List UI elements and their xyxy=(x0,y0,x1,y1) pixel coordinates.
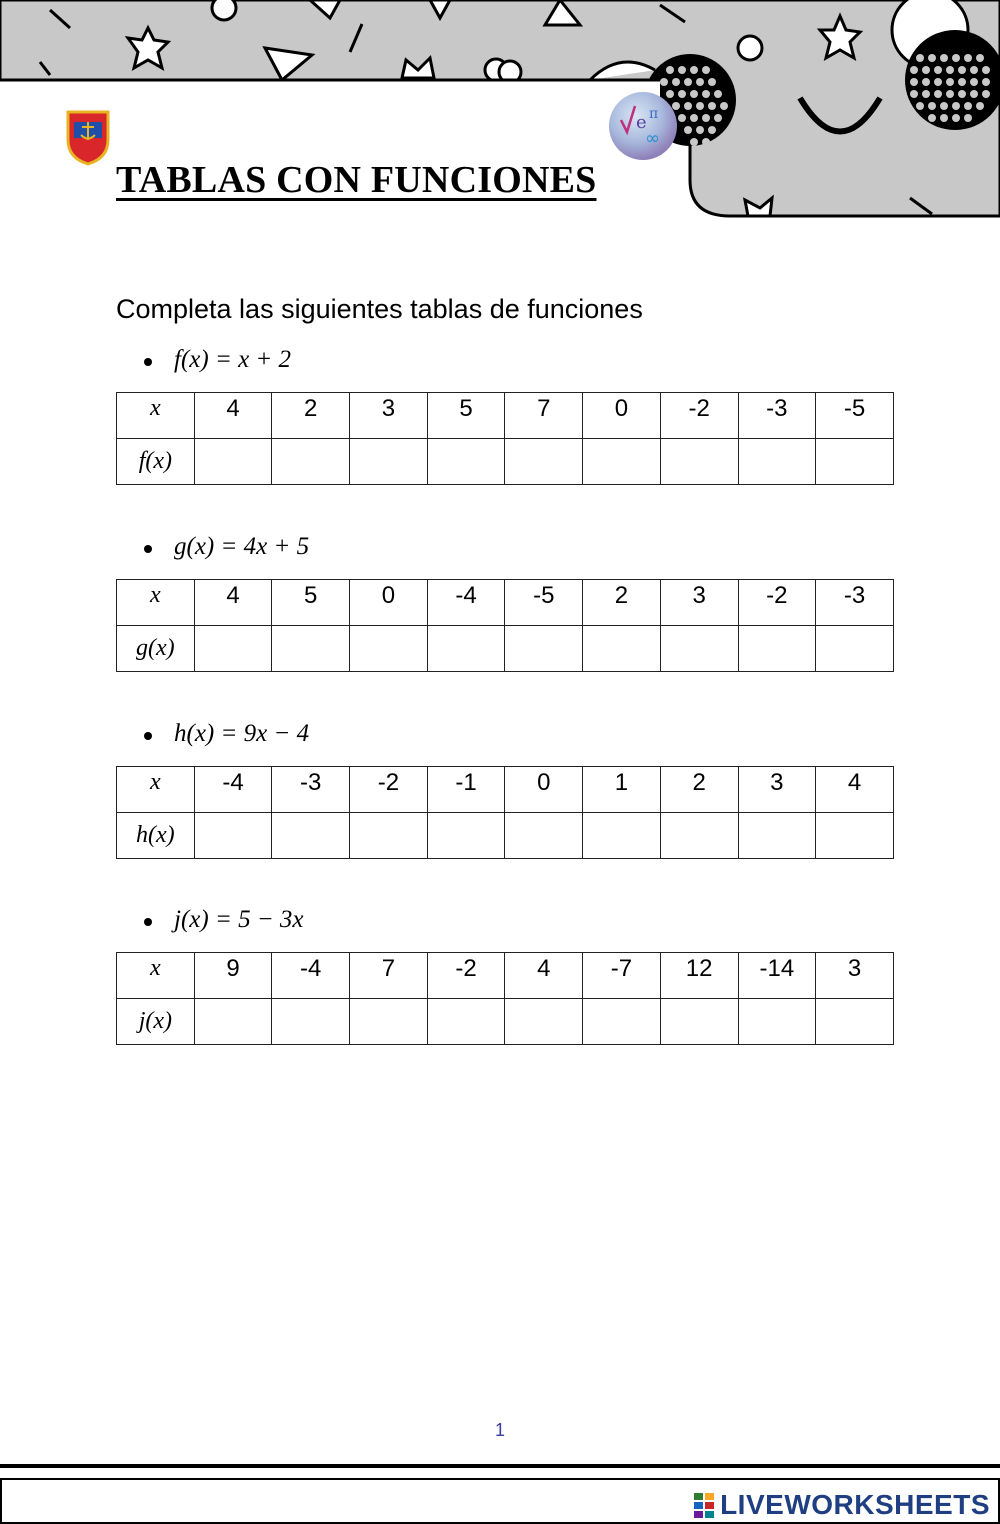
x-values-row xyxy=(117,953,894,999)
x-values-row xyxy=(117,767,894,813)
x-value-cell: 0 xyxy=(583,393,661,439)
bullet-icon xyxy=(144,358,152,366)
gx-header-cell: g(x) xyxy=(117,626,195,672)
x-value-cell: 2 xyxy=(583,580,661,626)
math-logo-icon xyxy=(607,90,679,162)
bullet-icon xyxy=(144,918,152,926)
answer-cell[interactable] xyxy=(350,626,428,672)
exercise-j xyxy=(116,906,883,1034)
x-value-cell: 3 xyxy=(350,393,428,439)
answer-cell[interactable] xyxy=(505,439,583,485)
x-value-cell: -2 xyxy=(738,580,816,626)
answer-cell[interactable] xyxy=(427,813,505,859)
answer-cell[interactable] xyxy=(427,999,505,1045)
function-table xyxy=(116,766,894,859)
answer-cell[interactable] xyxy=(194,626,272,672)
x-value-cell: 12 xyxy=(660,953,738,999)
x-value-cell: -3 xyxy=(738,393,816,439)
jx-header-cell: j(x) xyxy=(117,999,195,1045)
answer-cell[interactable] xyxy=(738,439,816,485)
x-value-cell: -1 xyxy=(427,767,505,813)
answer-cell[interactable] xyxy=(505,813,583,859)
answer-cell[interactable] xyxy=(272,813,350,859)
x-value-cell: -5 xyxy=(505,580,583,626)
x-value-cell: 2 xyxy=(272,393,350,439)
answer-cell[interactable] xyxy=(660,626,738,672)
school-crest-icon xyxy=(64,108,112,166)
brand-name: LIVEWORKSHEETS xyxy=(720,1489,990,1520)
function-table xyxy=(116,392,894,485)
x-value-cell: -2 xyxy=(350,767,428,813)
answer-row xyxy=(117,999,894,1045)
x-header-cell: x xyxy=(117,767,195,813)
x-value-cell: 2 xyxy=(660,767,738,813)
x-value-cell: 3 xyxy=(738,767,816,813)
x-header-cell: x xyxy=(117,953,195,999)
bullet-icon xyxy=(144,545,152,553)
answer-cell[interactable] xyxy=(350,813,428,859)
answer-cell[interactable] xyxy=(660,439,738,485)
function-table xyxy=(116,579,894,672)
x-value-cell: -2 xyxy=(427,953,505,999)
liveworksheets-brand[interactable] xyxy=(693,1489,990,1521)
exercise-g xyxy=(116,533,883,661)
fx-header-cell: f(x) xyxy=(117,439,195,485)
x-values-row xyxy=(117,393,894,439)
x-value-cell: 5 xyxy=(427,393,505,439)
page-title: TABLAS CON FUNCIONES xyxy=(116,159,597,201)
exercise-f xyxy=(116,346,883,474)
answer-cell[interactable] xyxy=(660,813,738,859)
x-value-cell: 3 xyxy=(660,580,738,626)
answer-cell[interactable] xyxy=(738,626,816,672)
answer-cell[interactable] xyxy=(816,813,894,859)
x-header-cell: x xyxy=(117,580,195,626)
answer-cell[interactable] xyxy=(194,439,272,485)
x-value-cell: 9 xyxy=(194,953,272,999)
hx-header-cell: h(x) xyxy=(117,813,195,859)
x-value-cell: 0 xyxy=(350,580,428,626)
answer-row xyxy=(117,813,894,859)
answer-cell[interactable] xyxy=(816,439,894,485)
x-value-cell: -7 xyxy=(583,953,661,999)
answer-cell[interactable] xyxy=(194,813,272,859)
x-value-cell: 7 xyxy=(350,953,428,999)
x-value-cell: 4 xyxy=(505,953,583,999)
answer-cell[interactable] xyxy=(427,439,505,485)
answer-cell[interactable] xyxy=(272,999,350,1045)
answer-cell[interactable] xyxy=(350,439,428,485)
answer-cell[interactable] xyxy=(194,999,272,1045)
svg-text:e: e xyxy=(636,112,647,133)
x-value-cell: -3 xyxy=(816,580,894,626)
svg-text:π: π xyxy=(649,106,659,122)
answer-cell[interactable] xyxy=(660,999,738,1045)
answer-cell[interactable] xyxy=(350,999,428,1045)
x-value-cell: 5 xyxy=(272,580,350,626)
x-header-cell: x xyxy=(117,393,195,439)
answer-cell[interactable] xyxy=(738,999,816,1045)
page-number: 1 xyxy=(494,1420,505,1440)
x-value-cell: -4 xyxy=(272,953,350,999)
answer-cell[interactable] xyxy=(583,813,661,859)
bullet-icon xyxy=(144,732,152,740)
x-value-cell: -4 xyxy=(427,580,505,626)
function-formula: f(x) = x + 2 xyxy=(174,346,292,373)
liveworksheets-logo-icon xyxy=(693,1491,717,1519)
answer-cell[interactable] xyxy=(505,999,583,1045)
instructions-text: Completa las siguientes tablas de funciones xyxy=(116,294,643,324)
svg-text:∞: ∞ xyxy=(645,128,660,149)
exercise-h xyxy=(116,720,883,848)
answer-cell[interactable] xyxy=(272,626,350,672)
x-value-cell: -14 xyxy=(738,953,816,999)
answer-cell[interactable] xyxy=(272,439,350,485)
answer-row xyxy=(117,439,894,485)
x-value-cell: 7 xyxy=(505,393,583,439)
answer-cell[interactable] xyxy=(583,439,661,485)
x-value-cell: 4 xyxy=(194,580,272,626)
function-formula: j(x) = 5 − 3x xyxy=(174,906,304,933)
answer-cell[interactable] xyxy=(583,999,661,1045)
function-formula: g(x) = 4x + 5 xyxy=(174,533,310,560)
x-value-cell: 1 xyxy=(583,767,661,813)
x-values-row xyxy=(117,580,894,626)
x-value-cell: 3 xyxy=(816,953,894,999)
function-table xyxy=(116,952,894,1045)
x-value-cell: -5 xyxy=(816,393,894,439)
x-value-cell: 4 xyxy=(194,393,272,439)
x-value-cell: -2 xyxy=(660,393,738,439)
answer-cell[interactable] xyxy=(427,626,505,672)
answer-cell[interactable] xyxy=(583,626,661,672)
answer-cell[interactable] xyxy=(816,626,894,672)
footer-divider xyxy=(0,1464,1000,1468)
x-value-cell: 0 xyxy=(505,767,583,813)
x-value-cell: -4 xyxy=(194,767,272,813)
answer-cell[interactable] xyxy=(505,626,583,672)
answer-row xyxy=(117,626,894,672)
answer-cell[interactable] xyxy=(816,999,894,1045)
x-value-cell: -3 xyxy=(272,767,350,813)
function-formula: h(x) = 9x − 4 xyxy=(174,720,310,747)
answer-cell[interactable] xyxy=(738,813,816,859)
x-value-cell: 4 xyxy=(816,767,894,813)
